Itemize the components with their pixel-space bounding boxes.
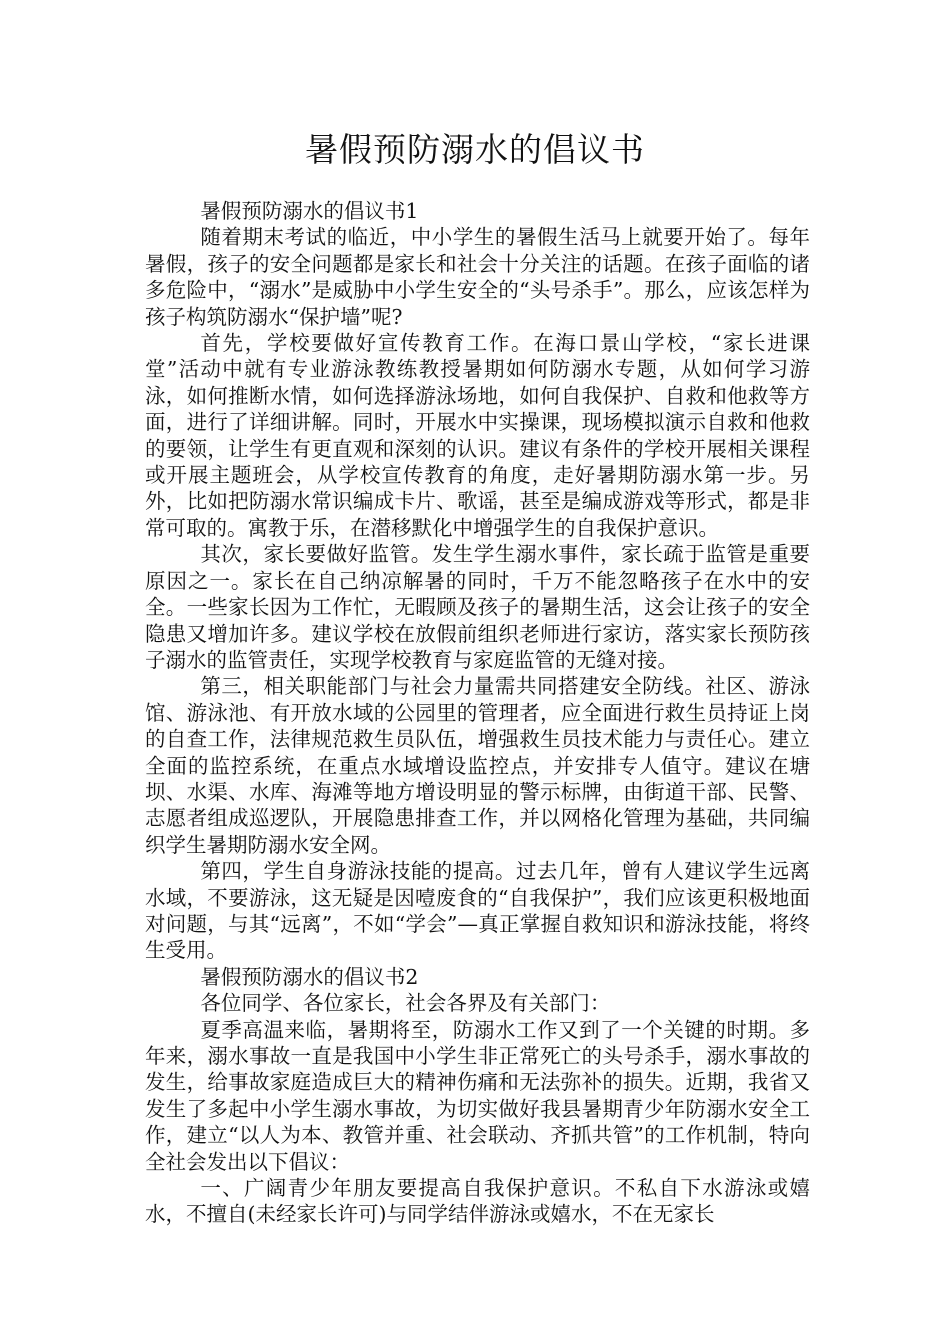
paragraph: 其次，家长要做好监管。发生学生溺水事件，家长疏于监管是重要原因之一。家长在自己纳凉解暑的同时，千万不能忽略孩子在水中的安全。一些家长因为工作忙，无暇顾及孩子的暑期生活，这会让孩子的安全隐患又增加许多。建议学校在放假前组织老师进行家访，落实家长预防孩子溺水的监管责任，实现学校教育与家庭监管的无缝对接。 (145, 542, 810, 672)
paragraph: 夏季高温来临，暑期将至，防溺水工作又到了一个关键的时期。多年来，溺水事故一直是我国中小学生非正常死亡的头号杀手，溺水事故的发生，给事故家庭造成巨大的精神伤痛和无法弥补的损失。近期，我省又发生了多起中小学生溺水事故，为切实做好我县暑期青少年防溺水安全工作，建立“以人为本、教管并重、社会联动、齐抓共管”的工作机制，特向全社会发出以下倡议： (145, 1017, 810, 1174)
document-body (145, 198, 810, 1228)
paragraph: 一、广阔青少年朋友要提高自我保护意识。不私自下水游泳或嬉水，不擅自(未经家长许可)与同学结伴游泳或嬉水，不在无家长 (145, 1176, 810, 1227)
document-title: 暑假预防溺水的倡议书 (305, 130, 645, 169)
paragraph: 第四，学生自身游泳技能的提高。过去几年，曾有人建议学生远离水域，不要游泳，这无疑是因噎废食的“自我保护”，我们应该更积极地面对问题，与其“远离”，不如“学会”—真正掌握自救知识和游泳技能，将终生受用。 (145, 859, 810, 963)
paragraph: 各位同学、各位家长，社会各界及有关部门： (200, 991, 611, 1016)
section-heading-2: 暑假预防溺水的倡议书2 (200, 964, 419, 989)
paragraph: 随着期末考试的临近，中小学生的暑假生活马上就要开始了。每年暑假，孩子的安全问题都是家长和社会十分关注的话题。在孩子面临的诸多危险中，“溺水”是威胁中小学生安全的“头号杀手”。那么，应该怎样为孩子构筑防溺水“保护墙”呢? (145, 225, 810, 329)
paragraph: 第三，相关职能部门与社会力量需共同搭建安全防线。社区、游泳馆、游泳池、有开放水域的公园里的管理者，应全面进行救生员持证上岗的自查工作，法律规范救生员队伍，增强救生员技术能力与责任心。建立全面的监控系统，在重点水域增设监控点，并安排专人值守。建议在塘坝、水渠、水库、海滩等地方增设明显的警示标牌，由街道干部、民警、志愿者组成巡逻队，开展隐患排查工作，并以网格化管理为基础，共同编织学生暑期防溺水安全网。 (145, 674, 810, 857)
paragraph: 首先，学校要做好宣传教育工作。在海口景山学校，“家长进课堂”活动中就有专业游泳教练教授暑期如何防溺水专题，从如何学习游泳，如何推断水情，如何选择游泳场地，如何自我保护、自救和他救等方面，进行了详细讲解。同时，开展水中实操课，现场模拟演示自救和他救的要领，让学生有更直观和深刻的认识。建议有条件的学校开展相关课程或开展主题班会，从学校宣传教育的角度，走好暑期防溺水第一步。另外，比如把防溺水常识编成卡片、歌谣，甚至是编成游戏等形式，都是非常可取的。寓教于乐，在潜移默化中增强学生的自我保护意识。 (145, 331, 810, 540)
section-heading-1: 暑假预防溺水的倡议书1 (200, 199, 419, 223)
